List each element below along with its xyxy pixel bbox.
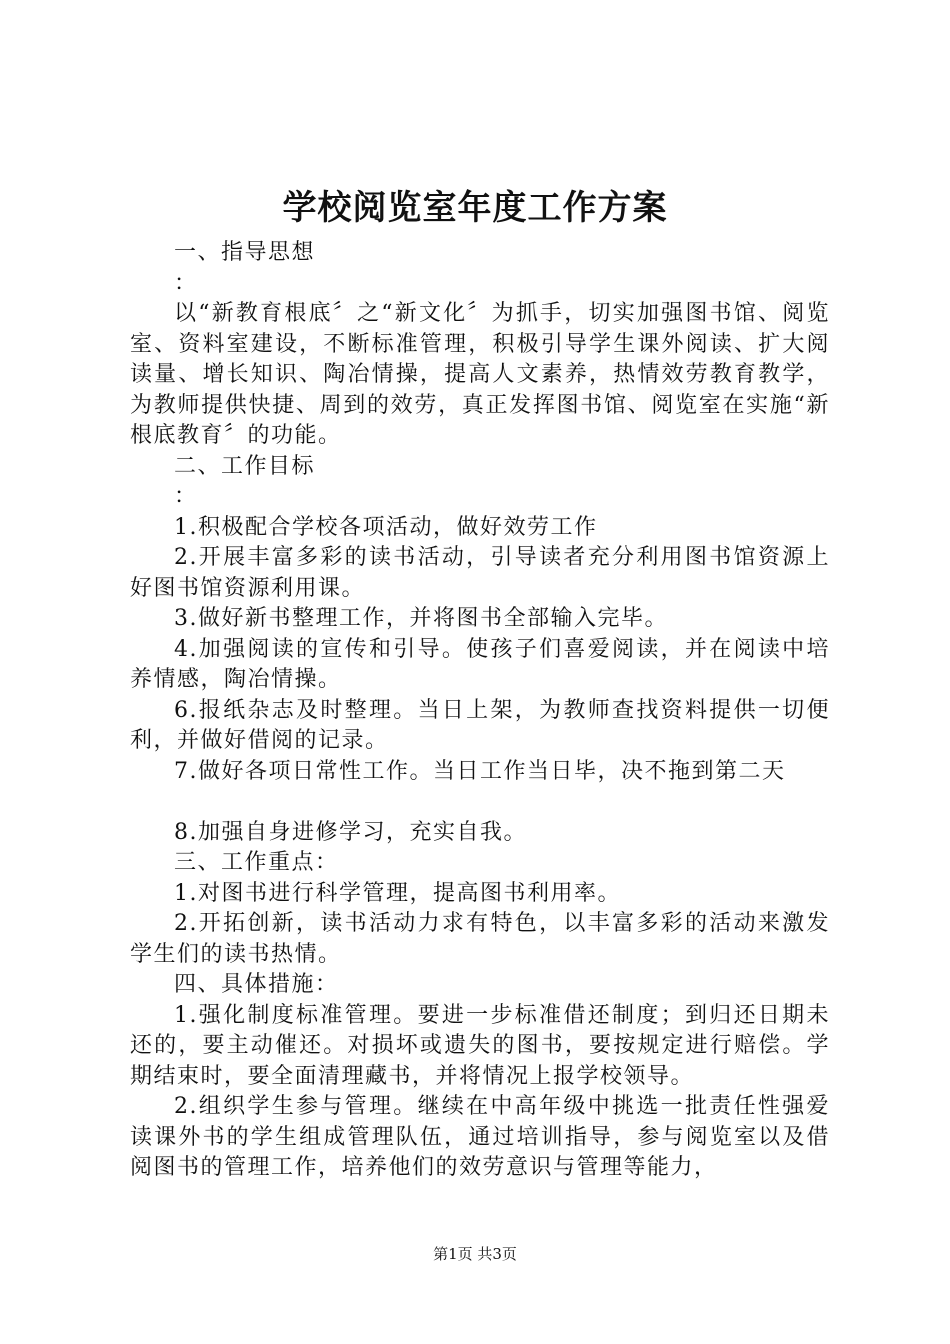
- section-heading: 三、工作重点：: [174, 850, 339, 875]
- section-colon: ：: [174, 270, 198, 296]
- document-title: 学校阅览室年度工作方案: [282, 188, 668, 228]
- list-item: 2.组织学生参与管理。继续在中高年级中挑选一批责任性强爱读课外书的学生组成管理队伍，通过培训指导，参与阅览室以及借阅图书的管理工作，培养他们的效劳意识与管理等能力，: [130, 1094, 830, 1180]
- list-item: 8.加强自身进修学习，充实自我。: [174, 819, 527, 845]
- section-heading: 一、指导思想: [174, 240, 316, 265]
- list-item: 1.对图书进行科学管理，提高图书利用率。: [174, 880, 621, 906]
- list-item: 6.报纸杂志及时整理。当日上架，为教师查找资料提供一切便利，并做好借阅的记录。: [130, 697, 830, 753]
- section-heading: 二、工作目标: [174, 453, 316, 479]
- list-item: 2.开展丰富多彩的读书活动，引导读者充分利用图书馆资源上好图书馆资源利用课。: [130, 545, 830, 601]
- section-heading: 四、具体措施：: [174, 972, 339, 997]
- list-item: 3.做好新书整理工作，并将图书全部输入完毕。: [174, 606, 668, 631]
- list-item: 1.强化制度标准管理。要进一步标准借还制度；到归还日期未还的，要主动催还。对损坏或遗失的图书，要按规定进行赔偿。学期结束时，要全面清理藏书，并将情况上报学校领导。: [130, 1002, 830, 1089]
- section-colon: ：: [174, 484, 198, 509]
- list-item: 7.做好各项日常性工作。当日工作当日毕，决不拖到第二天: [174, 758, 786, 784]
- document-body: [130, 238, 830, 1184]
- list-item: 1.积极配合学校各项活动，做好效劳工作: [174, 514, 598, 540]
- page-footer: 第1页 共3页: [433, 1245, 517, 1263]
- list-item: 4.加强阅读的宣传和引导。使孩子们喜爱阅读，并在阅读中培养情感，陶冶情操。: [130, 636, 830, 692]
- paragraph: 以“新教育根底〞之“新文化〞为抓手，切实加强图书馆、阅览室、资料室建设，不断标准管理，积极引导学生课外阅读、扩大阅读量、增长知识、陶冶情操，提高人文素养，热情效劳教育教学，为教师提供快捷、周到的效劳，真正发挥图书馆、阅览室在实施“新根底教育〞的功能。: [130, 301, 830, 448]
- list-item: 2.开拓创新，读书活动力求有特色，以丰富多彩的活动来激发学生们的读书热情。: [130, 911, 830, 967]
